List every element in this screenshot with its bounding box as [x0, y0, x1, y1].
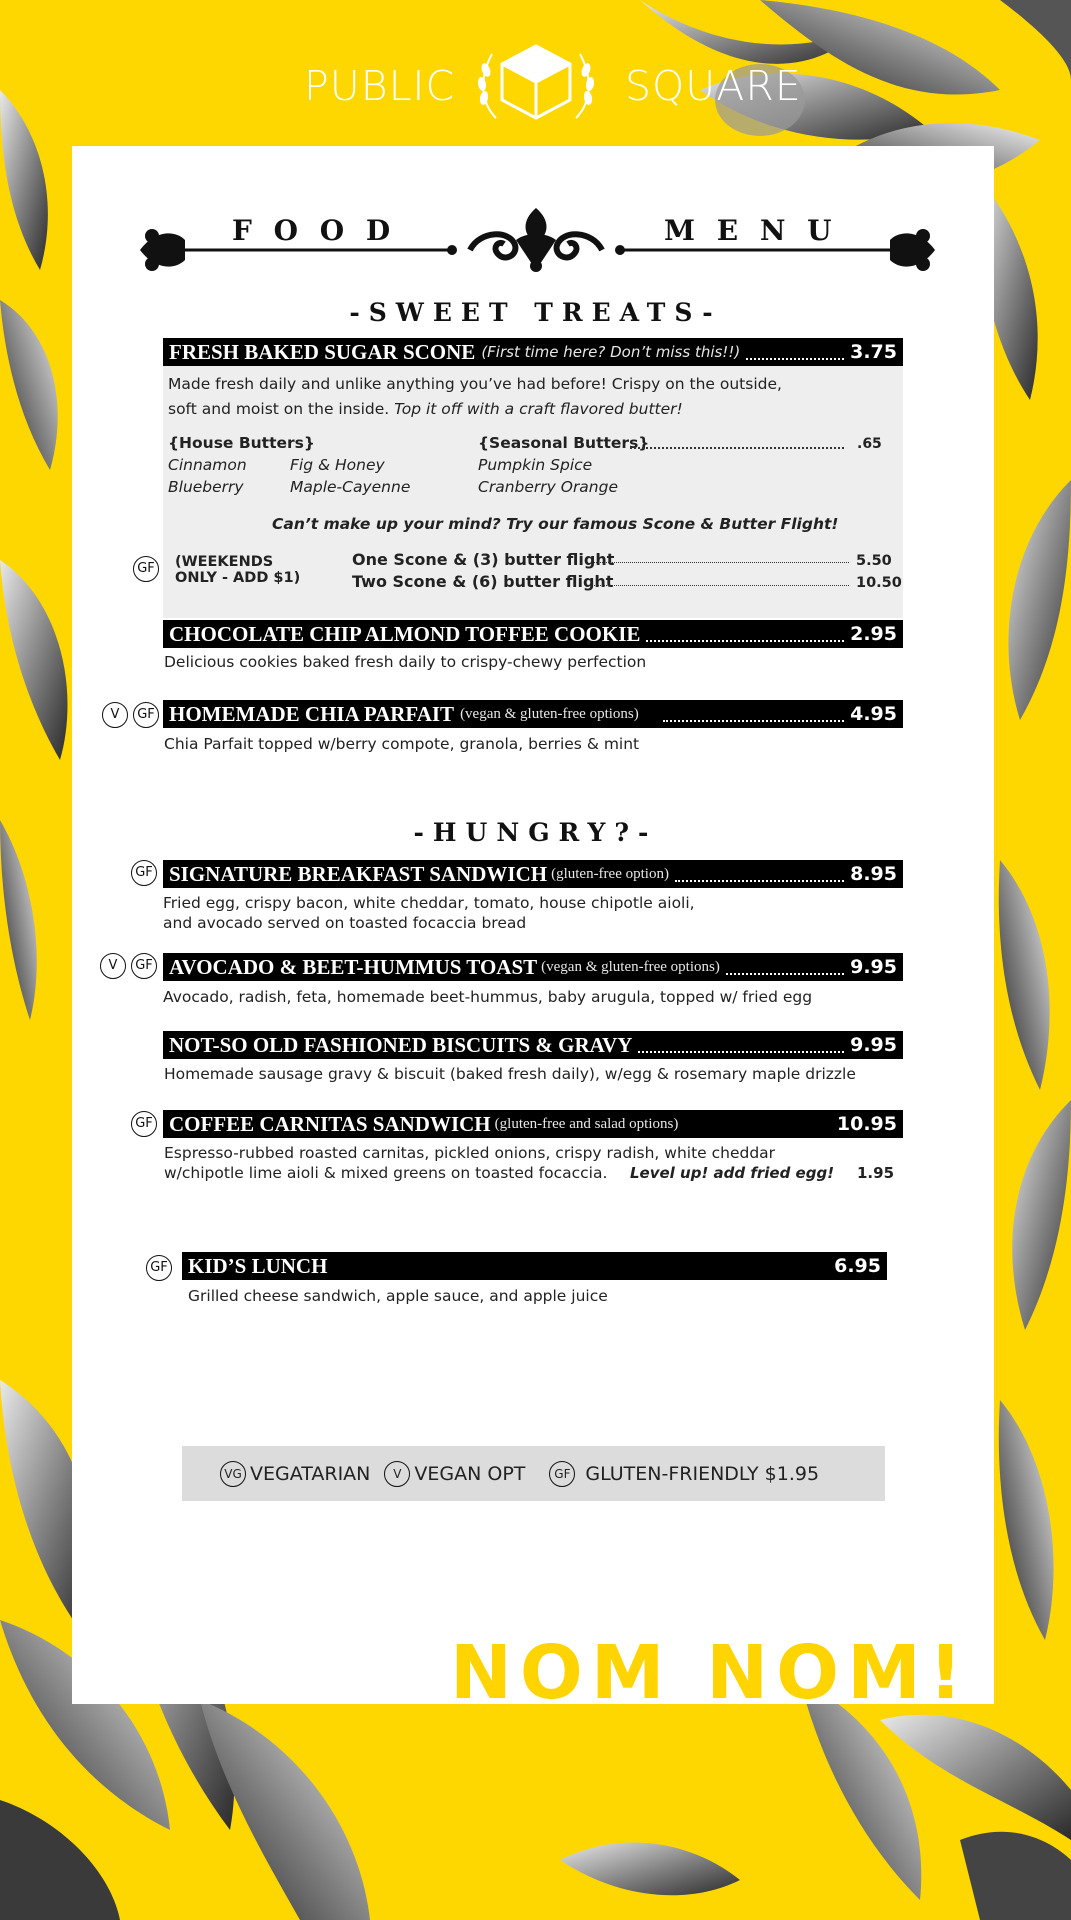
- dot-leader: [594, 585, 849, 586]
- brand-left: PUBLIC: [304, 62, 456, 110]
- house-butters-title: {House Butters}: [168, 434, 315, 452]
- gluten-free-badge: GF: [131, 953, 157, 979]
- menu-item-cookie: [163, 620, 903, 648]
- nom-nom-slogan: NOM NOM!: [450, 1630, 971, 1716]
- menu-item-coffee-carnitas: [163, 1110, 903, 1138]
- weekends-note-2: ONLY - ADD $1): [175, 570, 301, 586]
- dietary-legend: [182, 1446, 885, 1501]
- menu-item-scone: [163, 338, 903, 366]
- item-name: AVOCADO & BEET-HUMMUS TOAST: [169, 954, 538, 979]
- menu-item-biscuits-gravy: [163, 1031, 903, 1059]
- biscuits-gravy-desc: Homemade sausage gravy & biscuit (baked fresh daily), w/egg & rosemary maple drizzle: [164, 1065, 856, 1083]
- vegan-badge: V: [100, 953, 126, 979]
- menu-title-menu: M E N U: [664, 214, 838, 247]
- avocado-toast-desc: Avocado, radish, feta, homemade beet-hummus, baby arugula, topped w/ fried egg: [163, 988, 813, 1006]
- item-price: 10.95: [836, 1113, 897, 1135]
- item-price: 2.95: [850, 623, 897, 645]
- legend-vegan: [384, 1461, 525, 1487]
- seasonal-butter-price: .65: [857, 436, 882, 452]
- item-price: 8.95: [850, 863, 897, 885]
- brand-right: SQUARE: [625, 62, 802, 110]
- dot-leader: [746, 344, 844, 360]
- legend-label: VEGAN OPT: [414, 1462, 526, 1485]
- item-name: COFFEE CARNITAS SANDWICH: [169, 1111, 491, 1136]
- breakfast-sandwich-desc-2: and avocado served on toasted focaccia bread: [163, 914, 527, 932]
- flight-option-1-price: 5.50: [856, 553, 892, 569]
- item-note: (vegan & gluten-free options): [460, 705, 639, 722]
- brand-logo-icon: [462, 40, 610, 124]
- gluten-free-badge: GF: [146, 1255, 172, 1281]
- vegetarian-badge: VG: [220, 1461, 246, 1487]
- gluten-free-badge: GF: [133, 702, 159, 728]
- menu-title-food: F O O D: [232, 214, 397, 247]
- parfait-desc: Chia Parfait topped w/berry compote, granola, berries & mint: [164, 735, 640, 753]
- legend-label: VEGATARIAN: [250, 1462, 371, 1485]
- scone-desc-plain: soft and moist on the inside.: [168, 400, 395, 418]
- scone-desc-line2: [168, 399, 683, 419]
- dot-leader: [663, 706, 844, 722]
- gluten-free-badge: GF: [131, 860, 157, 886]
- gluten-free-badge: GF: [131, 1111, 157, 1137]
- add-egg-price: 1.95: [857, 1164, 895, 1182]
- section-title-sweet-treats: -SWEET TREATS-: [349, 298, 722, 327]
- dot-leader: [630, 447, 844, 449]
- item-name: CHOCOLATE CHIP ALMOND TOFFEE COOKIE: [169, 621, 641, 646]
- item-price: 3.75: [850, 341, 897, 363]
- coffee-carnitas-desc-2: w/chipotle lime aioli & mixed greens on toasted focaccia.: [164, 1164, 608, 1182]
- dot-leader: [594, 562, 849, 563]
- vegan-badge: V: [384, 1461, 410, 1487]
- flight-prompt: Can’t make up your mind? Try our famous Scone & Butter Flight!: [272, 515, 839, 533]
- item-price: 4.95: [850, 703, 897, 725]
- flight-option-1: One Scone & (3) butter flight: [352, 550, 615, 569]
- scone-desc-italic: Top it off with a craft flavored butter!: [394, 400, 683, 418]
- item-price: 6.95: [834, 1255, 881, 1277]
- flight-option-2: Two Scone & (6) butter flight: [352, 572, 614, 591]
- gluten-free-badge: GF: [133, 556, 159, 582]
- seasonal-butters-title: {Seasonal Butters}: [478, 434, 650, 452]
- item-note: (gluten-free and salad options): [494, 1115, 679, 1132]
- breakfast-sandwich-desc-1: Fried egg, crispy bacon, white cheddar, tomato, house chipotle aioli,: [163, 894, 695, 912]
- coffee-carnitas-desc-1: Espresso-rubbed roasted carnitas, pickled onions, crispy radish, white cheddar: [164, 1144, 776, 1162]
- item-note: (gluten-free option): [551, 865, 669, 882]
- item-note: (First time here? Don’t miss this!!): [481, 343, 741, 361]
- menu-item-avocado-toast: [163, 953, 903, 981]
- item-name: FRESH BAKED SUGAR SCONE: [169, 339, 476, 364]
- cookie-desc: Delicious cookies baked fresh daily to crispy-chewy perfection: [164, 653, 647, 671]
- vegan-badge: V: [102, 702, 128, 728]
- item-price: 9.95: [850, 1034, 897, 1056]
- house-butter-1: Cinnamon: [168, 456, 247, 474]
- gluten-free-badge: GF: [549, 1461, 575, 1487]
- legend-gluten-friendly: [549, 1461, 819, 1487]
- section-title-hungry: -HUNGRY?-: [413, 818, 658, 847]
- add-egg-note: Level up! add fried egg!: [630, 1164, 835, 1182]
- item-name: HOMEMADE CHIA PARFAIT: [169, 701, 455, 726]
- seasonal-butter-2: Cranberry Orange: [478, 478, 619, 496]
- legend-label: GLUTEN-FRIENDLY $1.95: [585, 1462, 820, 1485]
- menu-item-kids-lunch: [182, 1252, 887, 1280]
- weekends-note-1: (WEEKENDS: [175, 554, 274, 570]
- house-butter-2: Fig & Honey: [290, 456, 385, 474]
- seasonal-butter-1: Pumpkin Spice: [478, 456, 593, 474]
- item-note: (vegan & gluten-free options): [541, 958, 720, 975]
- house-butter-3: Blueberry: [168, 478, 244, 496]
- flight-option-2-price: 10.50: [856, 575, 902, 591]
- item-name: KID’S LUNCH: [188, 1253, 328, 1278]
- dot-leader: [675, 866, 844, 882]
- scone-desc-line1: Made fresh daily and unlike anything you’ve had before! Crispy on the outside,: [168, 375, 782, 393]
- kids-lunch-desc: Grilled cheese sandwich, apple sauce, and apple juice: [188, 1287, 608, 1305]
- legend-vegetarian: [220, 1461, 370, 1487]
- item-name: NOT-SO OLD FASHIONED BISCUITS & GRAVY: [169, 1032, 633, 1057]
- dot-leader: [646, 626, 844, 642]
- menu-item-breakfast-sandwich: [163, 860, 903, 888]
- menu-item-parfait: [163, 700, 903, 728]
- dot-leader: [638, 1037, 844, 1053]
- house-butter-4: Maple-Cayenne: [290, 478, 411, 496]
- item-name: SIGNATURE BREAKFAST SANDWICH: [169, 861, 548, 886]
- dot-leader: [726, 959, 844, 975]
- item-price: 9.95: [850, 956, 897, 978]
